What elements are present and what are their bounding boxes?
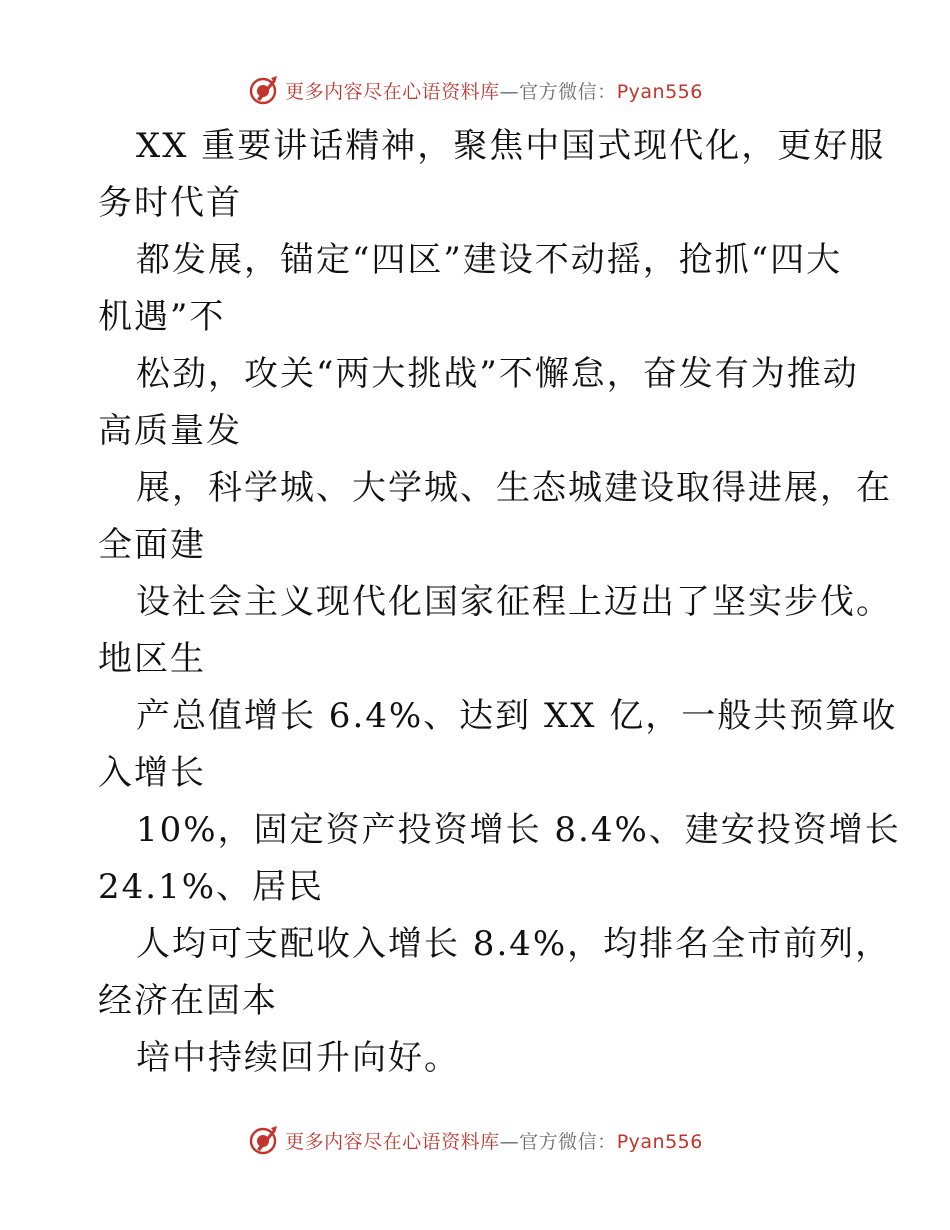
watermark-text — [285, 1127, 703, 1154]
quill-logo-icon — [247, 74, 279, 106]
body-line: 展，科学城、大学城、生态城建设取得进展，在 — [136, 468, 892, 508]
body-line: 人均可支配收入增长 8.4%，均排名全市前列， — [136, 924, 892, 964]
watermark-wechat-id: Pyan556 — [616, 80, 703, 103]
watermark-promo: 更多内容尽在心语资料库 — [285, 1130, 500, 1153]
watermark-wechat-label: 官方微信： — [519, 80, 617, 103]
body-line: 机遇”不 — [98, 297, 226, 337]
body-line: 高质量发 — [98, 411, 242, 451]
body-line: 产总值增长 6.4%、达到 XX 亿，一般共预算收 — [136, 696, 898, 736]
watermark-text — [285, 77, 703, 104]
watermark-dash: — — [499, 80, 520, 103]
body-line: 经济在固本 — [98, 981, 278, 1021]
body-line: 设社会主义现代化国家征程上迈出了坚实步伐。 — [136, 582, 892, 622]
body-line: 都发展，锚定“四区”建设不动摇，抢抓“四大 — [136, 240, 843, 280]
watermark-wechat-id: Pyan556 — [616, 1130, 703, 1153]
watermark-promo: 更多内容尽在心语资料库 — [285, 80, 500, 103]
body-line: 入增长 — [98, 753, 206, 793]
quill-logo-icon — [247, 1124, 279, 1156]
body-line: 全面建 — [98, 525, 206, 565]
body-line: XX 重要讲话精神，聚焦中国式现代化，更好服 — [136, 126, 886, 166]
body-line: 24.1%、居民 — [98, 867, 325, 907]
body-line: 务时代首 — [98, 183, 242, 223]
watermark-wechat-label: 官方微信： — [519, 1130, 617, 1153]
body-line: 地区生 — [98, 639, 206, 679]
watermark-banner-bottom — [0, 1120, 950, 1160]
body-line: 10%，固定资产投资增长 8.4%、建安投资增长 — [136, 810, 901, 850]
body-line: 松劲，攻关“两大挑战”不懈怠，奋发有为推动 — [136, 354, 859, 394]
body-text — [98, 118, 901, 1087]
watermark-banner-top — [0, 70, 950, 110]
watermark-dash: — — [499, 1130, 520, 1153]
body-line: 培中持续回升向好。 — [136, 1038, 460, 1078]
